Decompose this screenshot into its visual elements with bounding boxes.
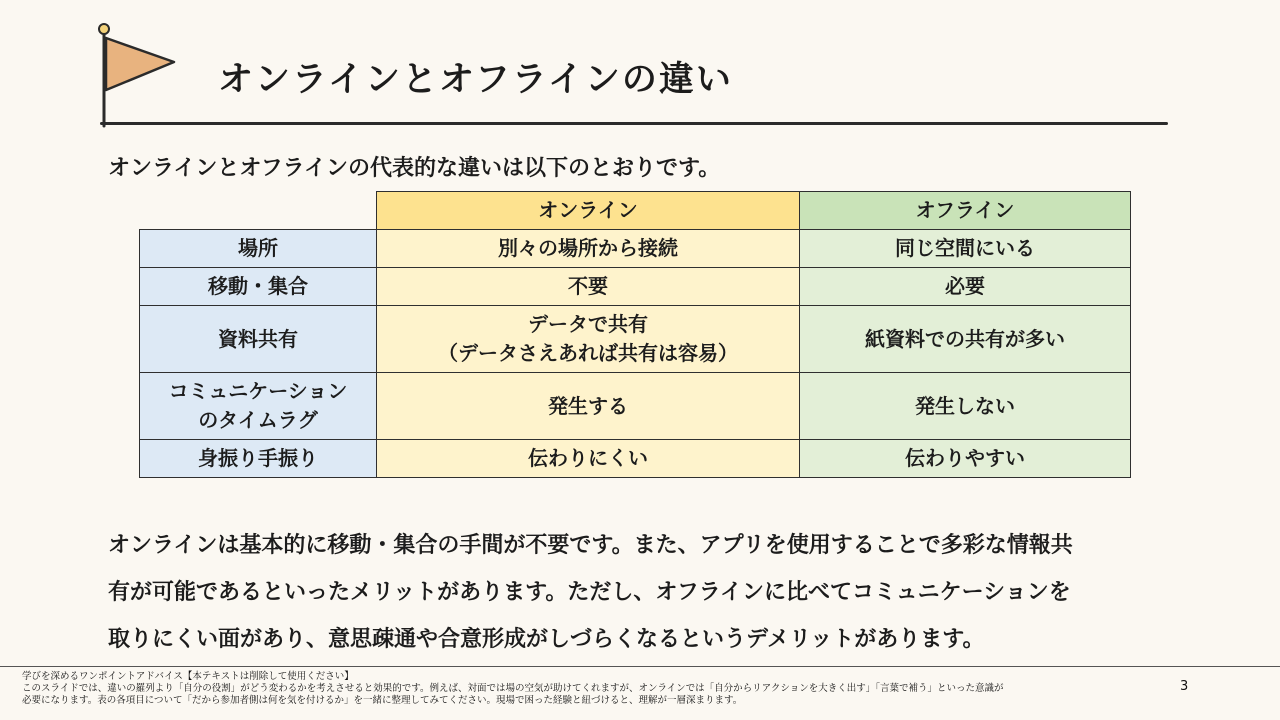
online-cell (377, 440, 800, 478)
row-label-cell (140, 440, 377, 478)
row-label-cell (140, 268, 377, 306)
online-cell (377, 268, 800, 306)
cell-text: 別々の場所から接続 (498, 236, 678, 260)
table-row (140, 373, 1131, 440)
cell-text: （データさえあれば共有は容易） (438, 341, 738, 365)
cell-text: コミュニケーション (168, 379, 348, 403)
cell-text: データで共有 (528, 312, 648, 336)
cell-text: 不要 (568, 274, 608, 298)
cell-text: 伝わりやすい (905, 446, 1025, 470)
online-cell (377, 306, 800, 373)
table-row (140, 306, 1131, 373)
online-cell (377, 230, 800, 268)
header-online: オンライン (377, 192, 800, 230)
cell-text: 身振り手振り (198, 446, 318, 470)
notes-line: 必要になります。表の各項目について「だから参加者側は何を気を付けるか」を一緒に整理してみてください。現場で困った経験と紐づけると、理解が一層深まります。 (22, 695, 743, 706)
cell-text: 紙資料での共有が多い (865, 326, 1065, 351)
cell-text: 発生する (548, 393, 628, 418)
summary-line: 取りにくい面があり、意思疎通や合意形成がしづらくなるというデメリットがあります。 (108, 627, 985, 652)
table-body (140, 230, 1131, 478)
flag-icon (96, 20, 186, 130)
offline-cell (800, 373, 1131, 440)
table-row (140, 440, 1131, 478)
row-label-cell (140, 230, 377, 268)
header-offline: オフライン (800, 192, 1131, 230)
cell-text: 資料共有 (218, 326, 298, 351)
title-divider (100, 122, 1168, 125)
offline-cell (800, 306, 1131, 373)
cell-text: 場所 (238, 236, 278, 260)
intro-text: オンラインとオフラインの代表的な違いは以下のとおりです。 (108, 156, 721, 181)
cell-text: のタイムラグ (198, 408, 318, 432)
page-number: 3 (1180, 679, 1189, 694)
notes-line: このスライドでは、違いの羅列より「自分の役割」がどう変わるかを考えさせると効果的です。例えば、対面では場の空気が助けてくれますが、オンラインでは「自分からリアクションを大きく出す」「言葉で補う」といった意識が (22, 683, 1004, 694)
offline-cell (800, 440, 1131, 478)
table-row (140, 268, 1131, 306)
cell-text: 伝わりにくい (528, 446, 648, 470)
cell-text: 発生しない (915, 393, 1015, 418)
offline-cell (800, 268, 1131, 306)
table-row (140, 230, 1131, 268)
offline-cell (800, 230, 1131, 268)
table-corner (140, 192, 377, 230)
cell-text: 同じ空間にいる (895, 236, 1035, 260)
row-label-cell (140, 373, 377, 440)
notes-divider (0, 666, 1280, 667)
row-label-cell (140, 306, 377, 373)
summary-paragraph (108, 522, 1178, 663)
speaker-notes (22, 671, 1142, 707)
summary-line: オンラインは基本的に移動・集合の手間が不要です。また、アプリを使用することで多彩な情報共 (108, 533, 1073, 558)
cell-text: 移動・集合 (208, 274, 308, 298)
slide-title: オンラインとオフラインの違い (218, 60, 733, 100)
online-cell (377, 373, 800, 440)
cell-text: 必要 (945, 274, 985, 298)
summary-line: 有が可能であるといったメリットがあります。ただし、オフラインに比べてコミュニケーションを (108, 580, 1071, 605)
comparison-table (139, 191, 1131, 478)
notes-line: 学びを深めるワンポイントアドバイス【本テキストは削除して使用ください】 (22, 671, 354, 682)
